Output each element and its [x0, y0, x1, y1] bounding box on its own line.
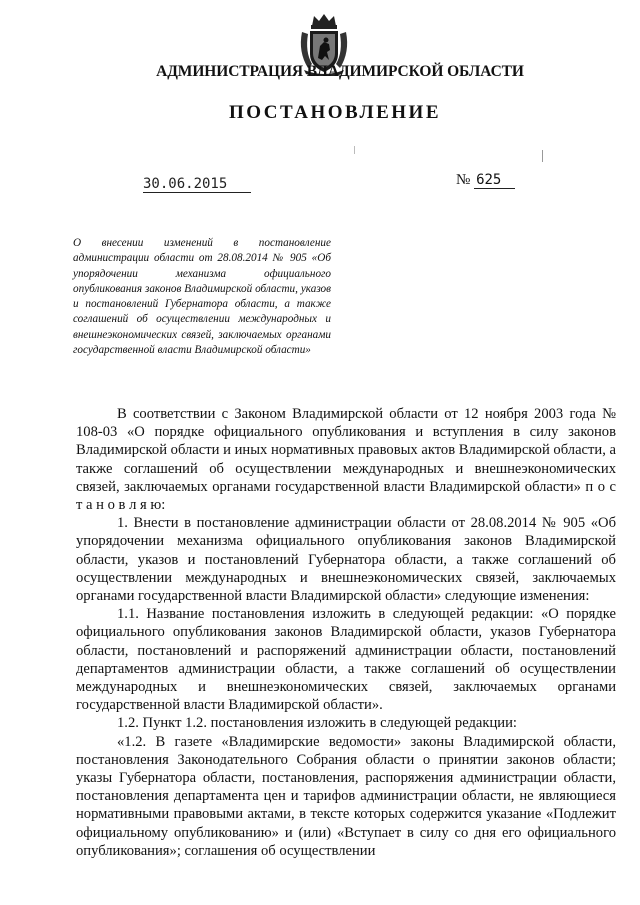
number-value: 625	[474, 172, 515, 189]
scan-mark	[354, 146, 355, 154]
body-paragraph: 1.2. Пункт 1.2. постановления изложить в следующей редакции:	[117, 715, 517, 732]
document-date: 30.06.2015	[143, 176, 251, 193]
scan-mark	[542, 150, 543, 162]
body-paragraph: 1.1. Название постановления изложить в следующей редакции: «О порядке официального опубликования законов Владимирской области, указов Губернатора области, постановлений и распоряжений администрации области, постановлений департаментов администрации области, а также соглашений об осуществлении международных и внешнеэкономических связей, заключаемых органами государственной власти Владимирской области».	[76, 606, 616, 714]
body-paragraph: В соответствии с Законом Владимирской области от 12 ноября 2003 года № 108-03 «О порядке официального опубликования и вступления в силу законов Владимирской области и иных нормативных правовых актов Владимирской области, а также соглашений об осуществлении международных и внешнеэкономических связей, заключаемых органами государственной власти Владимирской области» п о с т а н о в л я ю:	[76, 406, 616, 514]
document-body	[76, 405, 616, 860]
body-paragraph: «1.2. В газете «Владимирские ведомости» законы Владимирской области, постановления Законодательного Собрания области о принятии законов области; указы Губернатора области, постановления, распоряжения администрации области, постановления департамента цен и тарифов администрации области, не являющиеся нормативными правовыми актами, в тексте которых содержится указание «Подлежит официальному опубликованию» и (или) «Вступает в силу со дня его официального опубликования»; соглашения об осуществлении	[76, 733, 616, 859]
body-paragraph: 1. Внести в постановление администрации области от 28.08.2014 № 905 «Об упорядочении механизма официального опубликования законов Владимирской области, указов и постановлений Губернатора области, а также соглашений об осуществлении международных и внешнеэкономических связей, заключаемых органами государственной власти Владимирской области» следующие изменения:	[76, 515, 616, 605]
document-type-title: ПОСТАНОВЛЕНИЕ	[228, 102, 442, 123]
document-number	[456, 172, 515, 189]
organization-title: АДМИНИСТРАЦИЯ ВЛАДИМИРСКОЙ ОБЛАСТИ	[156, 63, 524, 80]
number-prefix: №	[456, 172, 471, 188]
document-subject: О внесении изменений в постановление администрации области от 28.08.2014 № 905 «Об упорядочении механизма официального опубликования законов Владимирской области, указов и постановлений Губернатора области, а также соглашений об осуществлении международных и внешнеэкономических связей, заключаемых органами государственной власти Владимирской области»	[73, 237, 331, 357]
